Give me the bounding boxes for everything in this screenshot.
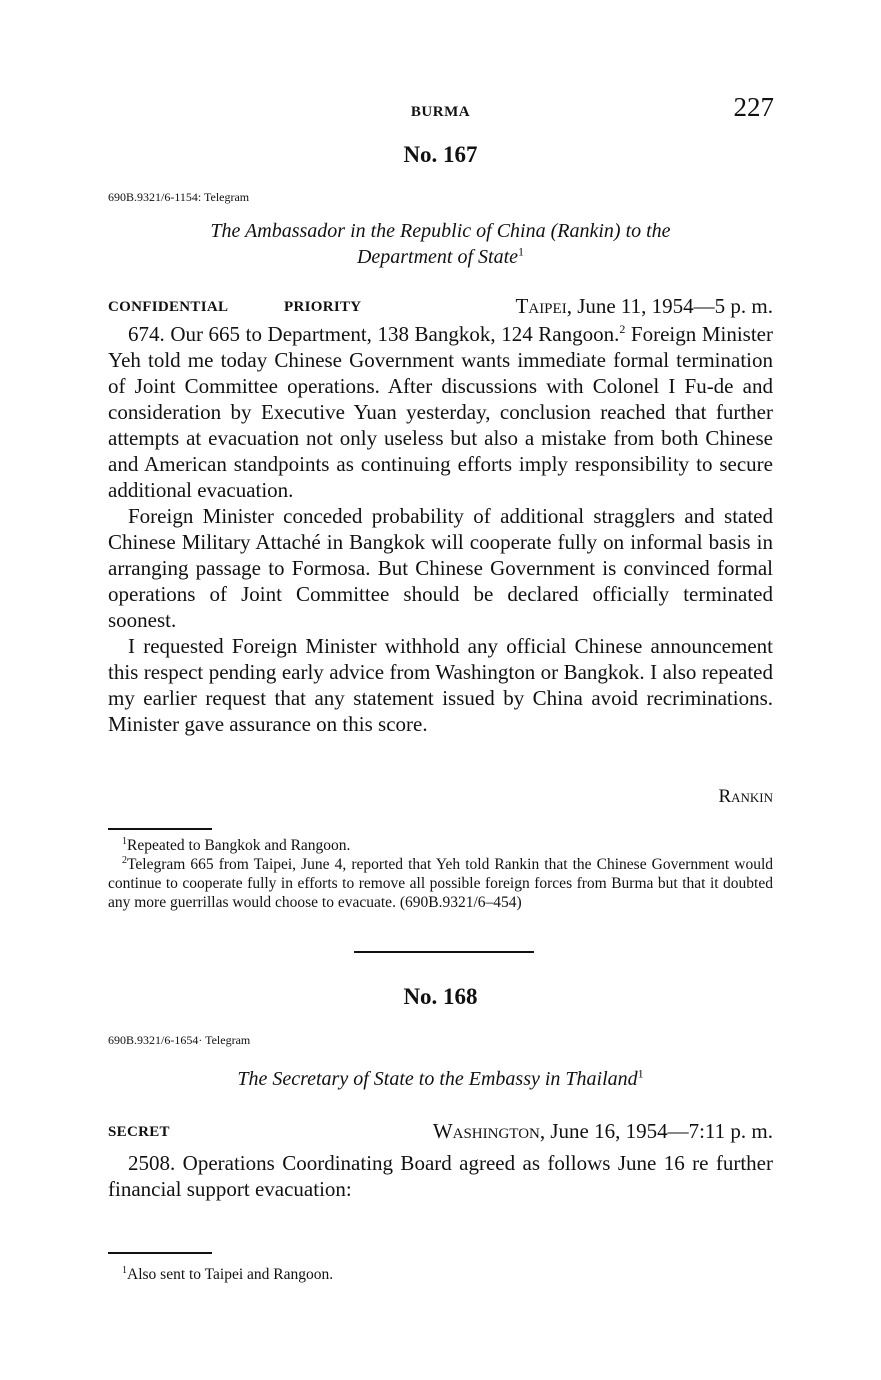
footnote-rule-167	[108, 828, 212, 830]
title-line-2-text: Department of State	[356, 246, 519, 268]
footnotes-167	[108, 836, 773, 912]
dateline-167	[516, 294, 773, 319]
priority-label: PRIORITY	[284, 299, 362, 315]
paragraph-168-1: 2508. Operations Coordinating Board agreed as follows June 16 re further financial support evacuation:	[108, 1151, 773, 1201]
dateline-date-168: , June 16, 1954—7:11 p. m.	[539, 1119, 773, 1143]
body-167	[108, 321, 773, 737]
dateline-168	[433, 1119, 773, 1144]
footnote-mark-2: 2	[619, 322, 626, 336]
footnotes-168	[108, 1265, 773, 1284]
title-168-text: The Secretary of State to the Embassy in Thailand	[237, 1068, 638, 1090]
dateline-place: Taipei	[515, 294, 567, 318]
document-title-167	[108, 218, 773, 270]
document-number-168: No. 168	[403, 984, 478, 1009]
title-footnote-mark: 1	[518, 244, 525, 259]
dateline-date: , June 11, 1954—5 p. m.	[566, 294, 773, 318]
file-reference-168: 690B.9321/6-1654· Telegram	[108, 1033, 251, 1047]
footnote-rule-168	[108, 1252, 212, 1254]
body-168	[108, 1150, 773, 1202]
page-number: 227	[733, 92, 774, 122]
title-168-footnote-mark: 1	[637, 1066, 644, 1081]
paragraph-3: I requested Foreign Minister withhold any official Chinese announcement this respect pending early advice from Washington or Bangkok. I also repeated my earlier request that any statement issued by China avoid recriminations. Minister gave assurance on this score.	[108, 634, 773, 736]
footnote-168-1	[108, 1265, 773, 1284]
footnote-2	[108, 855, 773, 912]
footnote-2-mark: 2	[122, 854, 127, 866]
classification-label: CONFIDENTIAL	[108, 299, 229, 315]
paragraph-1-rest: Foreign Minister Yeh told me today Chinese Government wants immediate formal termination of Joint Committee operations. After discussions with Colonel I Fu-de and consideration by Executive Yuan yesterday, conclusion reached that further attempts at evacuation not only useless but also a mistake from both Chinese and American standpoints as continuing efforts imply responsibility to secure additional evacuation.	[108, 322, 773, 502]
footnote-168-1-mark: 1	[122, 1264, 127, 1276]
title-line-1: The Ambassador in the Republic of China (Rankin) to the	[210, 220, 671, 242]
paragraph-1-start: 674. Our 665 to Department, 138 Bangkok, 124 Rangoon.	[128, 322, 620, 346]
dateline-place-168: Washington	[432, 1119, 540, 1143]
footnote-168-1-text: Also sent to Taipei and Rangoon.	[127, 1266, 334, 1283]
file-reference-167: 690B.9321/6-1154: Telegram	[108, 190, 250, 204]
paragraph-1	[108, 321, 773, 503]
running-head: BURMA	[410, 104, 471, 120]
document-title-168	[108, 1066, 773, 1092]
footnote-1	[108, 836, 773, 855]
signature: Rankin	[718, 786, 773, 807]
paragraph-2: Foreign Minister conceded probability of additional stragglers and stated Chinese Military Attaché in Bangkok will cooperate fully on informal basis in arranging passage to Formosa. But Chinese Government is convinced formal operations of Joint Committee should be declared officially terminated soonest.	[108, 504, 773, 632]
section-divider	[354, 951, 534, 953]
classification-label-168: SECRET	[108, 1124, 170, 1140]
classification-line-167	[108, 294, 773, 320]
document-number-167: No. 167	[403, 142, 478, 167]
classification-line-168	[108, 1119, 773, 1145]
footnote-2-text: Telegram 665 from Taipei, June 4, reported that Yeh told Rankin that the Chinese Government would continue to cooperate fully in efforts to remove all possible foreign forces from Burma but that it doubted any more guerrillas would choose to evacuate. (690B.9321/6–454)	[108, 856, 773, 911]
footnote-1-mark: 1	[122, 835, 127, 847]
footnote-1-text: Repeated to Bangkok and Rangoon.	[127, 837, 351, 854]
title-line-2	[108, 244, 773, 270]
